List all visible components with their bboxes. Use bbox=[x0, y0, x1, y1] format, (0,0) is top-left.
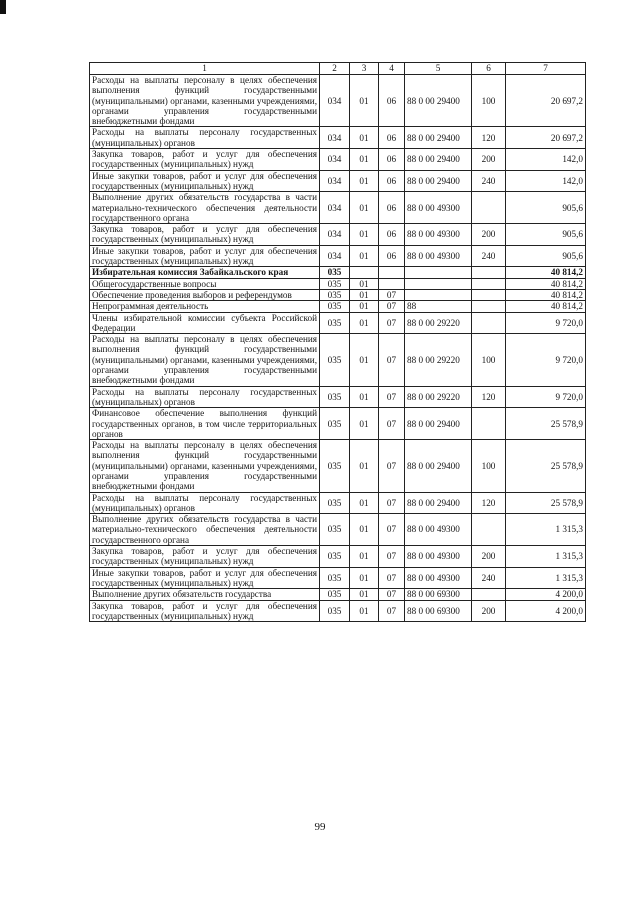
target-article-cell: 88 0 00 29400 bbox=[405, 492, 472, 514]
expense-name-cell: Избирательная комиссия Забайкальского края bbox=[90, 267, 320, 278]
table-row bbox=[90, 267, 586, 278]
target-article-cell: 88 0 00 29400 bbox=[405, 408, 472, 440]
subsection-code-cell: 07 bbox=[379, 408, 405, 440]
table-row bbox=[90, 224, 586, 246]
subsection-code-cell: 07 bbox=[379, 589, 405, 600]
section-code-cell: 01 bbox=[350, 245, 379, 267]
expense-name-cell: Выполнение других обязательств государства bbox=[90, 589, 320, 600]
table-row bbox=[90, 312, 586, 334]
expense-name-cell: Расходы на выплаты персоналу в целях обеспечения выполнения функций государственными (муниципальными) органами, казенными учреждениями, органами управления государственными внебюджетными фондами bbox=[90, 334, 320, 386]
expense-name-cell: Непрограммная деятельность bbox=[90, 301, 320, 312]
section-code-cell: 01 bbox=[350, 289, 379, 300]
section-code-cell: 01 bbox=[350, 546, 379, 568]
expense-type-cell: 240 bbox=[472, 245, 506, 267]
subsection-code-cell: 07 bbox=[379, 289, 405, 300]
target-article-cell: 88 0 00 29400 bbox=[405, 75, 472, 127]
subsection-code-cell: 06 bbox=[379, 75, 405, 127]
subsection-code-cell: 07 bbox=[379, 440, 405, 492]
table-row bbox=[90, 278, 586, 289]
target-article-cell: 88 0 00 49300 bbox=[405, 546, 472, 568]
table-row bbox=[90, 245, 586, 267]
table-row bbox=[90, 546, 586, 568]
expense-name-cell: Выполнение других обязательств государства в части материально-технического обеспечения деятельности государственного органа bbox=[90, 514, 320, 546]
department-code-cell: 034 bbox=[320, 192, 350, 224]
expense-name-cell: Расходы на выплаты персоналу государственных (муниципальных) органов bbox=[90, 386, 320, 408]
expense-name-cell: Иные закупки товаров, работ и услуг для обеспечения государственных (муниципальных) нужд bbox=[90, 170, 320, 192]
target-article-cell: 88 0 00 29220 bbox=[405, 334, 472, 386]
section-code-cell: 01 bbox=[350, 301, 379, 312]
amount-cell: 25 578,9 bbox=[506, 492, 586, 514]
target-article-cell: 88 0 00 49300 bbox=[405, 567, 472, 589]
department-code-cell: 035 bbox=[320, 386, 350, 408]
amount-cell: 4 200,0 bbox=[506, 589, 586, 600]
amount-cell: 905,6 bbox=[506, 245, 586, 267]
target-article-cell: 88 0 00 69300 bbox=[405, 589, 472, 600]
target-article-cell: 88 0 00 69300 bbox=[405, 600, 472, 622]
expense-name-cell: Расходы на выплаты персоналу государственных (муниципальных) органов bbox=[90, 492, 320, 514]
section-code-cell: 01 bbox=[350, 192, 379, 224]
expense-name-cell: Общегосударственные вопросы bbox=[90, 278, 320, 289]
amount-cell: 142,0 bbox=[506, 149, 586, 171]
department-code-cell: 035 bbox=[320, 312, 350, 334]
expense-type-cell: 200 bbox=[472, 224, 506, 246]
department-code-cell: 035 bbox=[320, 301, 350, 312]
section-code-cell: 01 bbox=[350, 589, 379, 600]
expense-type-cell: 200 bbox=[472, 546, 506, 568]
subsection-code-cell: 07 bbox=[379, 546, 405, 568]
table-row bbox=[90, 289, 586, 300]
department-code-cell: 035 bbox=[320, 267, 350, 278]
target-article-cell: 88 0 00 29400 bbox=[405, 170, 472, 192]
expense-name-cell: Члены избирательной комиссии субъекта Российской Федерации bbox=[90, 312, 320, 334]
amount-cell: 40 814,2 bbox=[506, 289, 586, 300]
department-code-cell: 035 bbox=[320, 600, 350, 622]
subsection-code-cell: 06 bbox=[379, 192, 405, 224]
section-code-cell: 01 bbox=[350, 600, 379, 622]
subsection-code-cell: 07 bbox=[379, 301, 405, 312]
expense-type-cell bbox=[472, 514, 506, 546]
section-code-cell: 01 bbox=[350, 408, 379, 440]
target-article-cell: 88 0 00 29400 bbox=[405, 127, 472, 149]
table-row bbox=[90, 149, 586, 171]
expense-type-cell bbox=[472, 589, 506, 600]
department-code-cell: 035 bbox=[320, 334, 350, 386]
department-code-cell: 035 bbox=[320, 492, 350, 514]
target-article-cell: 88 0 00 49300 bbox=[405, 245, 472, 267]
subsection-code-cell: 07 bbox=[379, 386, 405, 408]
amount-cell: 1 315,3 bbox=[506, 514, 586, 546]
expense-type-cell bbox=[472, 278, 506, 289]
table-header-row bbox=[90, 63, 586, 75]
table-row bbox=[90, 567, 586, 589]
table-row bbox=[90, 440, 586, 492]
table-row bbox=[90, 127, 586, 149]
section-code-cell: 01 bbox=[350, 514, 379, 546]
expense-name-cell: Расходы на выплаты персоналу в целях обеспечения выполнения функций государственными (муниципальными) органами, казенными учреждениями, органами управления государственными внебюджетными фондами bbox=[90, 75, 320, 127]
subsection-code-cell: 06 bbox=[379, 170, 405, 192]
expense-name-cell: Закупка товаров, работ и услуг для обеспечения государственных (муниципальных) нужд bbox=[90, 546, 320, 568]
expense-name-cell: Закупка товаров, работ и услуг для обеспечения государственных (муниципальных) нужд bbox=[90, 224, 320, 246]
expense-type-cell bbox=[472, 301, 506, 312]
section-code-cell: 01 bbox=[350, 492, 379, 514]
expense-name-cell: Расходы на выплаты персоналу государственных (муниципальных) органов bbox=[90, 127, 320, 149]
amount-cell: 40 814,2 bbox=[506, 267, 586, 278]
budget-table bbox=[89, 62, 586, 622]
amount-cell: 9 720,0 bbox=[506, 334, 586, 386]
expense-type-cell bbox=[472, 192, 506, 224]
section-code-cell bbox=[350, 267, 379, 278]
department-code-cell: 034 bbox=[320, 224, 350, 246]
subsection-code-cell: 07 bbox=[379, 600, 405, 622]
department-code-cell: 035 bbox=[320, 514, 350, 546]
expense-type-cell: 120 bbox=[472, 127, 506, 149]
expense-type-cell bbox=[472, 289, 506, 300]
subsection-code-cell: 06 bbox=[379, 149, 405, 171]
target-article-cell: 88 0 00 29220 bbox=[405, 386, 472, 408]
amount-cell: 9 720,0 bbox=[506, 386, 586, 408]
table-row bbox=[90, 386, 586, 408]
expense-name-cell: Обеспечение проведения выборов и референдумов bbox=[90, 289, 320, 300]
expense-name-cell: Иные закупки товаров, работ и услуг для обеспечения государственных (муниципальных) нужд bbox=[90, 245, 320, 267]
expense-type-cell: 100 bbox=[472, 440, 506, 492]
section-code-cell: 01 bbox=[350, 567, 379, 589]
department-code-cell: 034 bbox=[320, 170, 350, 192]
subsection-code-cell: 06 bbox=[379, 245, 405, 267]
expense-type-cell bbox=[472, 408, 506, 440]
expense-type-cell: 240 bbox=[472, 567, 506, 589]
department-code-cell: 035 bbox=[320, 408, 350, 440]
expense-name-cell: Выполнение других обязательств государства в части материально-технического обеспечения деятельности государственного органа bbox=[90, 192, 320, 224]
amount-cell: 40 814,2 bbox=[506, 278, 586, 289]
column-number-header: 3 bbox=[350, 63, 379, 75]
section-code-cell: 01 bbox=[350, 149, 379, 171]
table-row bbox=[90, 192, 586, 224]
expense-type-cell: 240 bbox=[472, 170, 506, 192]
section-code-cell: 01 bbox=[350, 278, 379, 289]
column-number-header: 7 bbox=[506, 63, 586, 75]
table-row bbox=[90, 334, 586, 386]
table-row bbox=[90, 170, 586, 192]
expense-type-cell: 100 bbox=[472, 334, 506, 386]
amount-cell: 142,0 bbox=[506, 170, 586, 192]
table-row bbox=[90, 600, 586, 622]
amount-cell: 25 578,9 bbox=[506, 408, 586, 440]
expense-name-cell: Закупка товаров, работ и услуг для обеспечения государственных (муниципальных) нужд bbox=[90, 600, 320, 622]
amount-cell: 20 697,2 bbox=[506, 127, 586, 149]
expense-type-cell: 200 bbox=[472, 149, 506, 171]
section-code-cell: 01 bbox=[350, 334, 379, 386]
subsection-code-cell: 06 bbox=[379, 224, 405, 246]
department-code-cell: 035 bbox=[320, 589, 350, 600]
column-number-header: 5 bbox=[405, 63, 472, 75]
table-row bbox=[90, 514, 586, 546]
column-number-header: 6 bbox=[472, 63, 506, 75]
page-number: 99 bbox=[314, 821, 326, 833]
expense-name-cell: Расходы на выплаты персоналу в целях обеспечения выполнения функций государственными (муниципальными) органами, казенными учреждениями, органами управления государственными внебюджетными фондами bbox=[90, 440, 320, 492]
section-code-cell: 01 bbox=[350, 127, 379, 149]
target-article-cell: 88 0 00 49300 bbox=[405, 514, 472, 546]
column-number-header: 4 bbox=[379, 63, 405, 75]
section-code-cell: 01 bbox=[350, 440, 379, 492]
department-code-cell: 035 bbox=[320, 546, 350, 568]
target-article-cell: 88 0 00 29220 bbox=[405, 312, 472, 334]
amount-cell: 25 578,9 bbox=[506, 440, 586, 492]
column-number-header: 2 bbox=[320, 63, 350, 75]
table-row bbox=[90, 408, 586, 440]
expense-type-cell: 120 bbox=[472, 492, 506, 514]
expense-type-cell bbox=[472, 312, 506, 334]
amount-cell: 9 720,0 bbox=[506, 312, 586, 334]
section-code-cell: 01 bbox=[350, 75, 379, 127]
target-article-cell: 88 0 00 29400 bbox=[405, 149, 472, 171]
expense-type-cell: 100 bbox=[472, 75, 506, 127]
amount-cell: 1 315,3 bbox=[506, 546, 586, 568]
amount-cell: 905,6 bbox=[506, 192, 586, 224]
target-article-cell: 88 0 00 29400 bbox=[405, 440, 472, 492]
department-code-cell: 034 bbox=[320, 149, 350, 171]
department-code-cell: 034 bbox=[320, 245, 350, 267]
expense-name-cell: Закупка товаров, работ и услуг для обеспечения государственных (муниципальных) нужд bbox=[90, 149, 320, 171]
department-code-cell: 035 bbox=[320, 289, 350, 300]
table-row bbox=[90, 301, 586, 312]
section-code-cell: 01 bbox=[350, 224, 379, 246]
amount-cell: 4 200,0 bbox=[506, 600, 586, 622]
expense-name-cell: Финансовое обеспечение выполнения функций государственных органов, в том числе территориальных органов bbox=[90, 408, 320, 440]
target-article-cell: 88 bbox=[405, 301, 472, 312]
target-article-cell bbox=[405, 267, 472, 278]
table-row bbox=[90, 589, 586, 600]
section-code-cell: 01 bbox=[350, 386, 379, 408]
subsection-code-cell: 06 bbox=[379, 127, 405, 149]
department-code-cell: 035 bbox=[320, 278, 350, 289]
subsection-code-cell: 07 bbox=[379, 492, 405, 514]
subsection-code-cell: 07 bbox=[379, 567, 405, 589]
expense-type-cell bbox=[472, 267, 506, 278]
subsection-code-cell: 07 bbox=[379, 334, 405, 386]
subsection-code-cell: 07 bbox=[379, 312, 405, 334]
table-row bbox=[90, 492, 586, 514]
target-article-cell: 88 0 00 49300 bbox=[405, 192, 472, 224]
scan-corner-mark bbox=[0, 0, 6, 14]
amount-cell: 1 315,3 bbox=[506, 567, 586, 589]
expense-type-cell: 200 bbox=[472, 600, 506, 622]
amount-cell: 20 697,2 bbox=[506, 75, 586, 127]
subsection-code-cell bbox=[379, 278, 405, 289]
section-code-cell: 01 bbox=[350, 170, 379, 192]
department-code-cell: 035 bbox=[320, 567, 350, 589]
subsection-code-cell bbox=[379, 267, 405, 278]
target-article-cell bbox=[405, 289, 472, 300]
department-code-cell: 034 bbox=[320, 127, 350, 149]
table-row bbox=[90, 75, 586, 127]
target-article-cell bbox=[405, 278, 472, 289]
department-code-cell: 034 bbox=[320, 75, 350, 127]
amount-cell: 905,6 bbox=[506, 224, 586, 246]
column-number-header: 1 bbox=[90, 63, 320, 75]
expense-name-cell: Иные закупки товаров, работ и услуг для обеспечения государственных (муниципальных) нужд bbox=[90, 567, 320, 589]
section-code-cell: 01 bbox=[350, 312, 379, 334]
amount-cell: 40 814,2 bbox=[506, 301, 586, 312]
subsection-code-cell: 07 bbox=[379, 514, 405, 546]
department-code-cell: 035 bbox=[320, 440, 350, 492]
target-article-cell: 88 0 00 49300 bbox=[405, 224, 472, 246]
expense-type-cell: 120 bbox=[472, 386, 506, 408]
